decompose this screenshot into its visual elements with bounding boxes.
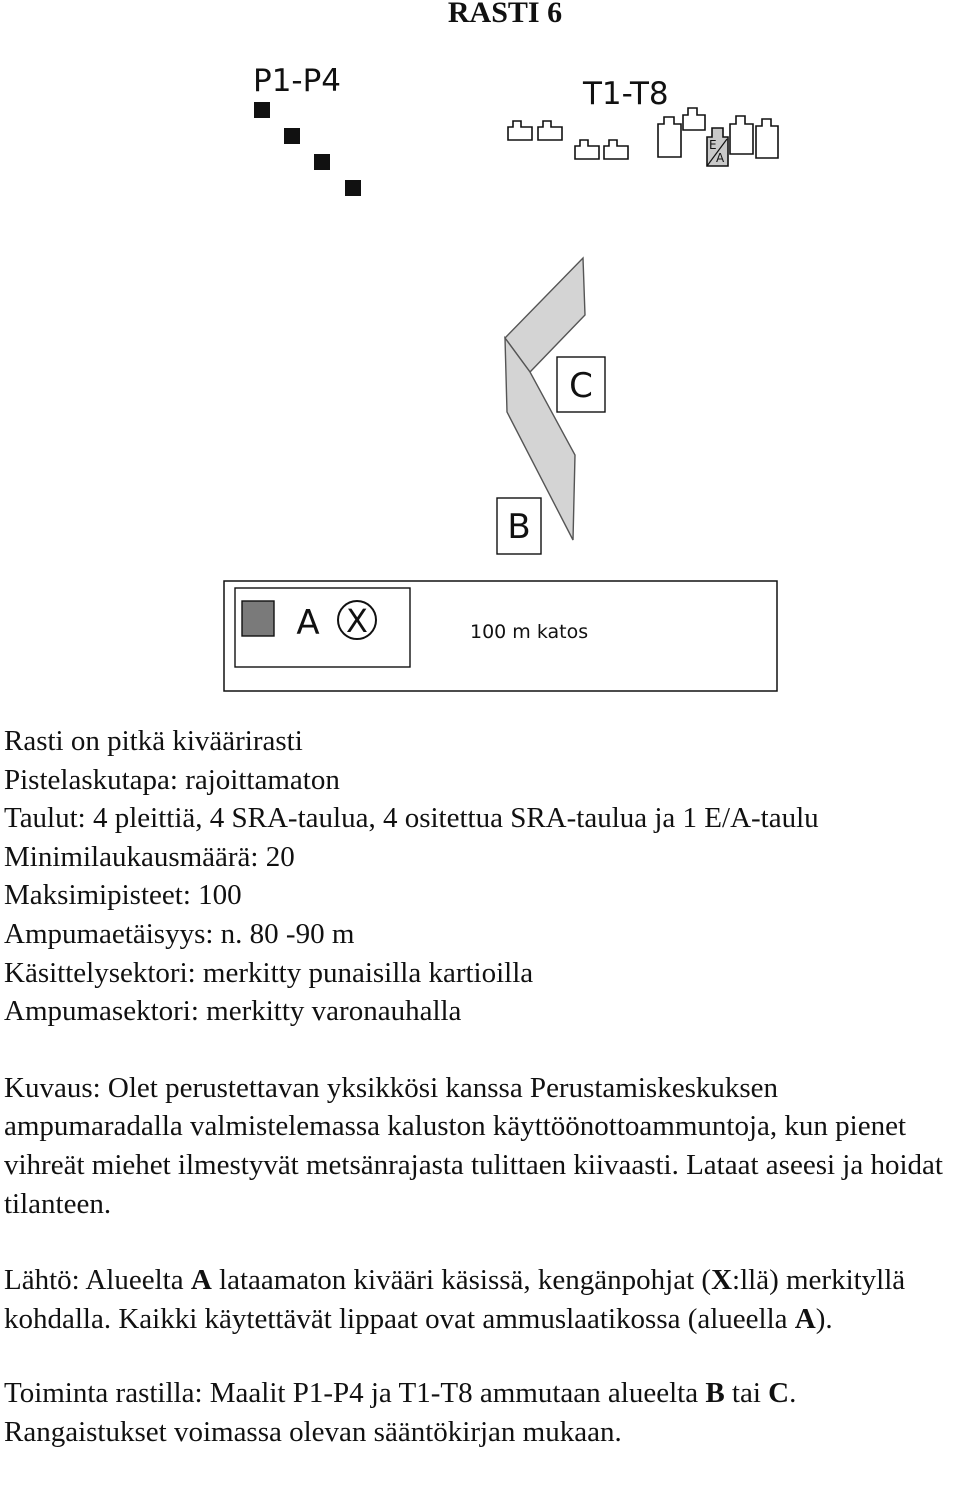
area-c [557, 357, 605, 412]
small-target-icon [604, 140, 628, 159]
ea-target-e-label: E [709, 138, 717, 152]
area-b-label: B [507, 507, 531, 547]
split-target-icon [683, 108, 705, 130]
info-line: Rasti on pitkä kiväärirasti [4, 725, 303, 757]
info-line: Pistelaskutapa: rajoittamaton [4, 763, 340, 796]
area-c-label: C [569, 366, 593, 406]
small-target-icon [508, 121, 532, 140]
feet-mark-label: X [346, 602, 368, 640]
plate-target-icon [284, 128, 300, 144]
action-paragraph: Toiminta rastilla: Maalit P1-P4 ja T1-T8 ammutaan alueelta B tai C. [4, 1377, 797, 1410]
split-target-icon [756, 119, 778, 158]
plate-target-icon [345, 180, 361, 196]
area-a [235, 588, 410, 667]
ea-target-a-label: A [716, 151, 725, 165]
small-target-icon [538, 121, 562, 140]
area-b [497, 498, 541, 554]
info-line: Minimilaukausmäärä: 20 [4, 840, 295, 873]
info-line: Ampumasektori: merkitty varonauhalla [4, 995, 462, 1028]
sra-targets-group [508, 76, 778, 166]
info-line: Taulut: 4 pleittiä, 4 SRA-taulua, 4 ositettua SRA-taulua ja 1 E/A-taulu [4, 802, 819, 835]
small-target-icon [575, 140, 599, 159]
info-line: Ampumaetäisyys: n. 80 -90 m [4, 917, 355, 950]
stage-info [4, 722, 960, 1452]
penalties-line: Rangaistukset voimassa olevan sääntökirjan mukaan. [4, 1415, 622, 1448]
area-a-label: A [296, 603, 320, 643]
targets-label: T1-T8 [583, 76, 669, 112]
split-target-icon [730, 116, 753, 154]
split-target-icon [658, 117, 681, 157]
plate-target-icon [254, 102, 270, 118]
shelter-label: 100 m katos [470, 621, 589, 643]
plate-target-icon [314, 154, 330, 170]
page-title: RASTI 6 [447, 0, 563, 29]
start-paragraph: Lähtö: Alueelta A lataamaton kivääri käsissä, kengänpohjat (X:llä) merkityllä kohdalla. Kaikki käytettävät lippaat ovat ammuslaatikossa (alueella A). [4, 1264, 906, 1335]
info-line: Käsittelysektori: merkitty punaisilla kartioilla [4, 956, 534, 989]
plate-targets-group [253, 63, 361, 196]
info-line: Maksimipisteet: 100 [4, 879, 242, 912]
description-paragraph: Kuvaus: Olet perustettavan yksikkösi kanssa Perustamiskeskuksen ampumaradalla valmistelemassa kaluston käyttöönottoammuntoja, kun pienet vihreät miehet ilmestyvät metsänrajasta tulittaen kiivaasti. Lataat aseesi ja hoidat tilanteen. [4, 1071, 943, 1220]
ammo-box-icon [242, 601, 274, 636]
plates-label: P1-P4 [253, 63, 342, 99]
stage-diagram [0, 0, 960, 700]
